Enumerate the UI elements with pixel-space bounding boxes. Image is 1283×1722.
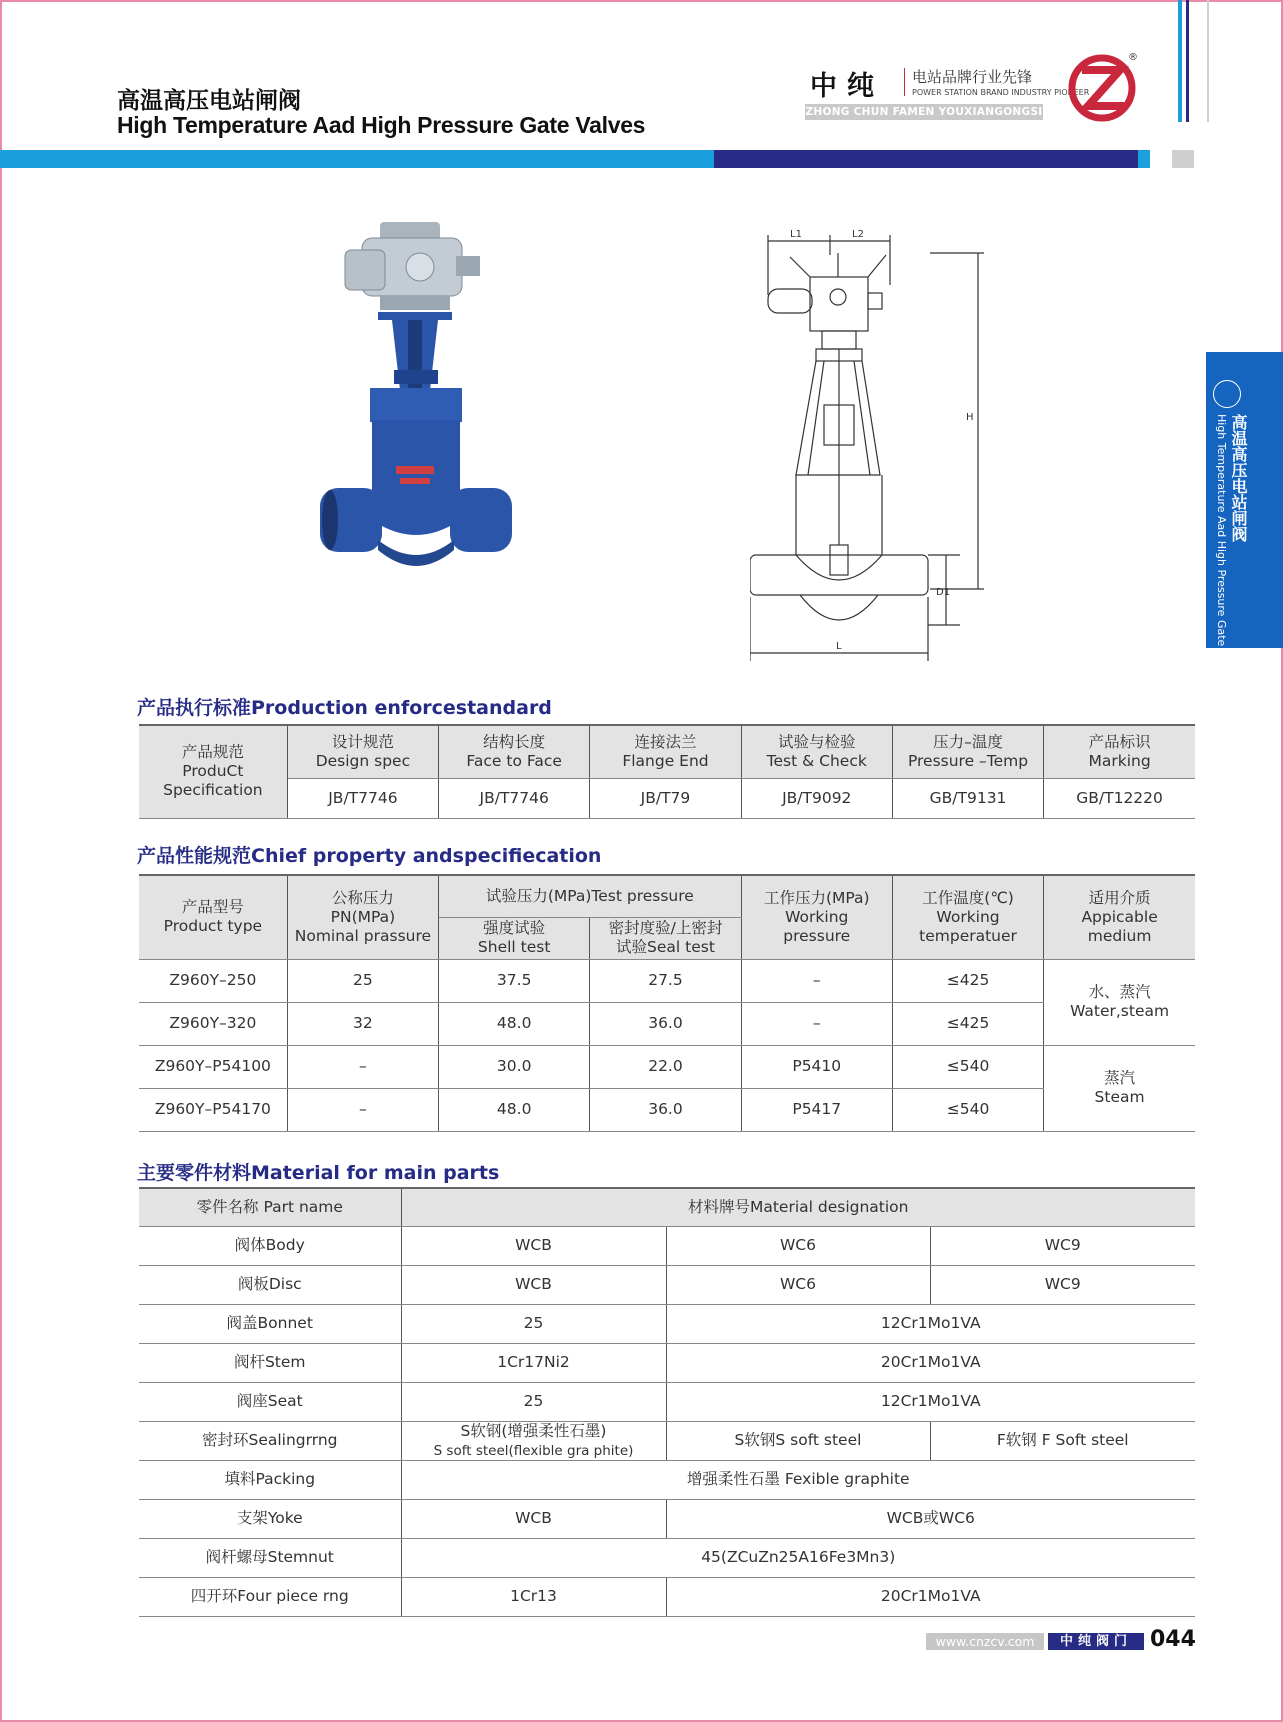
side-tab-title-en: High Temperature Aad High Pressure Gate Valves [1215, 414, 1228, 686]
section-heading-materials: 主要零件材料Material for main parts [137, 1162, 500, 1184]
footer-brand: 中纯阀门 [1048, 1633, 1144, 1650]
materials-table [139, 1187, 1195, 1617]
material-cell: 25 [401, 1382, 666, 1421]
standard-col-test: 试验与检验 Test & Check [741, 725, 892, 778]
standard-col-flange: 连接法兰 Flange End [590, 725, 741, 778]
brand-name: 中纯 [810, 71, 884, 102]
valve-photo [320, 220, 570, 620]
table-row [139, 1499, 1195, 1538]
section-heading-property: 产品性能规范Chief property andspecifiecation [137, 845, 602, 867]
table-row [139, 1382, 1195, 1421]
material-cell: WC6 [666, 1265, 930, 1304]
material-cell: WC6 [666, 1226, 930, 1265]
footer-url[interactable]: www.cnzcv.com [926, 1633, 1044, 1650]
cell-seal: 36.0 [590, 1088, 741, 1131]
property-h-medium: 适用介质 Appicable medium [1044, 875, 1195, 959]
cell-pn: 32 [287, 1002, 438, 1045]
part-name: 阀杆Stem [139, 1343, 401, 1382]
cell-type: Z960Y–250 [139, 959, 287, 1002]
table-row [139, 1045, 1195, 1088]
standard-col-marking: 产品标识 Marking [1044, 725, 1195, 778]
cell-work-t: ≤425 [892, 1002, 1043, 1045]
standard-value: GB/T9131 [892, 778, 1043, 818]
brand-logo-icon [1066, 50, 1138, 122]
standard-value: JB/T79 [590, 778, 741, 818]
material-cell: S软钢S soft steel [666, 1421, 930, 1460]
page-number: 044 [1150, 1627, 1196, 1652]
header-bar-grey [1172, 150, 1194, 168]
cell-work-t: ≤540 [892, 1045, 1043, 1088]
brand-divider [904, 68, 905, 96]
table-row [139, 1265, 1195, 1304]
standard-col-pressure: 压力–温度 Pressure –Temp [892, 725, 1043, 778]
table-row [139, 1460, 1195, 1499]
header-bar-light [0, 150, 714, 168]
material-cell: 20Cr1Mo1VA [666, 1577, 1195, 1616]
table-row [139, 1002, 1195, 1045]
cell-type: Z960Y–320 [139, 1002, 287, 1045]
page-title-cn: 高温高压电站闸阀 [117, 88, 301, 114]
decor-line-grey [1207, 0, 1209, 122]
material-cell: WCB [401, 1265, 666, 1304]
brand-tagline-cn: 电站品牌行业先锋 [912, 68, 1033, 86]
dim-label-l: L [836, 641, 842, 652]
table-row [139, 959, 1195, 1002]
standard-col-design: 设计规范 Design spec [287, 725, 438, 778]
side-tab-title-cn: 高温高压电站闸阀 [1229, 414, 1248, 542]
material-cell: 1Cr13 [401, 1577, 666, 1616]
standard-value: JB/T7746 [287, 778, 438, 818]
part-name: 阀盖Bonnet [139, 1304, 401, 1343]
material-cell: WCB [401, 1226, 666, 1265]
material-cell: S软钢(增强柔性石墨) S soft steel(flexible gra phite) [401, 1421, 666, 1460]
cell-type: Z960Y–P54100 [139, 1045, 287, 1088]
property-h-test: 试验压力(MPa)Test pressure [439, 875, 742, 917]
property-h-shell: 强度试验 Shell test [439, 917, 590, 959]
cell-shell: 37.5 [439, 959, 590, 1002]
property-h-work-p: 工作压力(MPa) Working pressure [741, 875, 892, 959]
table-row [139, 1538, 1195, 1577]
material-cell: WCB或WC6 [666, 1499, 1195, 1538]
cell-medium: 蒸汽 Steam [1044, 1045, 1195, 1131]
side-tab-icon [1213, 380, 1241, 408]
brand-strip: ZHONG CHUN FAMEN YOUXIANGONGSI [805, 106, 1043, 118]
decor-line-blue [1178, 0, 1182, 122]
part-name: 阀体Body [139, 1226, 401, 1265]
page-border-top [0, 0, 1283, 2]
table-row [139, 1088, 1195, 1131]
part-name: 填料Packing [139, 1460, 401, 1499]
decor-line-navy [1186, 0, 1189, 122]
cell-pn: – [287, 1088, 438, 1131]
part-name: 四开环Four piece rng [139, 1577, 401, 1616]
material-cell: 12Cr1Mo1VA [666, 1382, 1195, 1421]
part-name: 阀板Disc [139, 1265, 401, 1304]
cell-work-p: – [741, 1002, 892, 1045]
cell-work-p: – [741, 959, 892, 1002]
material-cell: 增强柔性石墨 Fexible graphite [401, 1460, 1195, 1499]
standard-col-face: 结构长度 Face to Face [439, 725, 590, 778]
property-h-pn: 公称压力 PN(MPa) Nominal prassure [287, 875, 438, 959]
material-cell: 12Cr1Mo1VA [666, 1304, 1195, 1343]
dim-label-l1: L1 [790, 229, 802, 240]
cell-shell: 48.0 [439, 1002, 590, 1045]
part-name: 密封环Sealingrrng [139, 1421, 401, 1460]
header-bar-end [1138, 150, 1150, 168]
cell-type: Z960Y–P54170 [139, 1088, 287, 1131]
material-cell: 25 [401, 1304, 666, 1343]
cell-seal: 27.5 [590, 959, 741, 1002]
material-cell: WC9 [930, 1265, 1195, 1304]
dim-label-h: H [966, 412, 974, 423]
property-h-work-t: 工作温度(℃) Working temperatuer [892, 875, 1043, 959]
cell-work-p: P5410 [741, 1045, 892, 1088]
cell-pn: 25 [287, 959, 438, 1002]
table-row [139, 1577, 1195, 1616]
property-table [139, 874, 1195, 1132]
table-row [139, 1421, 1195, 1460]
cell-work-t: ≤540 [892, 1088, 1043, 1131]
page-title-en: High Temperature Aad High Pressure Gate Valves [117, 112, 646, 138]
brand-tagline-en: POWER STATION BRAND INDUSTRY PIONEER [912, 88, 1090, 97]
cell-seal: 22.0 [590, 1045, 741, 1088]
part-name: 阀杆螺母Stemnut [139, 1538, 401, 1577]
section-heading-standard: 产品执行标准Production enforcestandard [137, 697, 552, 719]
property-h-seal: 密封度验/上密封 试验Seal test [590, 917, 741, 959]
valve-dimension-drawing [750, 225, 1010, 665]
dim-label-l2: L2 [852, 229, 864, 240]
material-cell: F软钢 F Soft steel [930, 1421, 1195, 1460]
table-row [139, 1304, 1195, 1343]
standard-value: GB/T12220 [1044, 778, 1195, 818]
standard-value: JB/T7746 [439, 778, 590, 818]
material-cell: 20Cr1Mo1VA [666, 1343, 1195, 1382]
table-row [139, 1343, 1195, 1382]
cell-seal: 36.0 [590, 1002, 741, 1045]
standard-value: JB/T9092 [741, 778, 892, 818]
page-border-left [0, 0, 2, 1722]
dim-label-d1: D1 [936, 587, 951, 598]
registered-mark: ® [1128, 52, 1138, 63]
cell-medium: 水、蒸汽 Water,steam [1044, 959, 1195, 1045]
property-h-type: 产品型号 Product type [139, 875, 287, 959]
cell-pn: – [287, 1045, 438, 1088]
material-cell: 1Cr17Ni2 [401, 1343, 666, 1382]
materials-h-part: 零件名称 Part name [139, 1188, 401, 1226]
material-cell: WC9 [930, 1226, 1195, 1265]
material-cell: WCB [401, 1499, 666, 1538]
part-name: 支架Yoke [139, 1499, 401, 1538]
cell-work-p: P5417 [741, 1088, 892, 1131]
cell-shell: 48.0 [439, 1088, 590, 1131]
material-cell: 45(ZCuZn25A16Fe3Mn3) [401, 1538, 1195, 1577]
materials-h-material: 材料牌号Material designation [401, 1188, 1195, 1226]
header-bar-dark [714, 150, 1138, 168]
standard-table [139, 724, 1195, 819]
cell-shell: 30.0 [439, 1045, 590, 1088]
part-name: 阀座Seat [139, 1382, 401, 1421]
cell-work-t: ≤425 [892, 959, 1043, 1002]
standard-row-header: 产品规范 ProduCt Specification [139, 725, 287, 818]
table-row [139, 1226, 1195, 1265]
